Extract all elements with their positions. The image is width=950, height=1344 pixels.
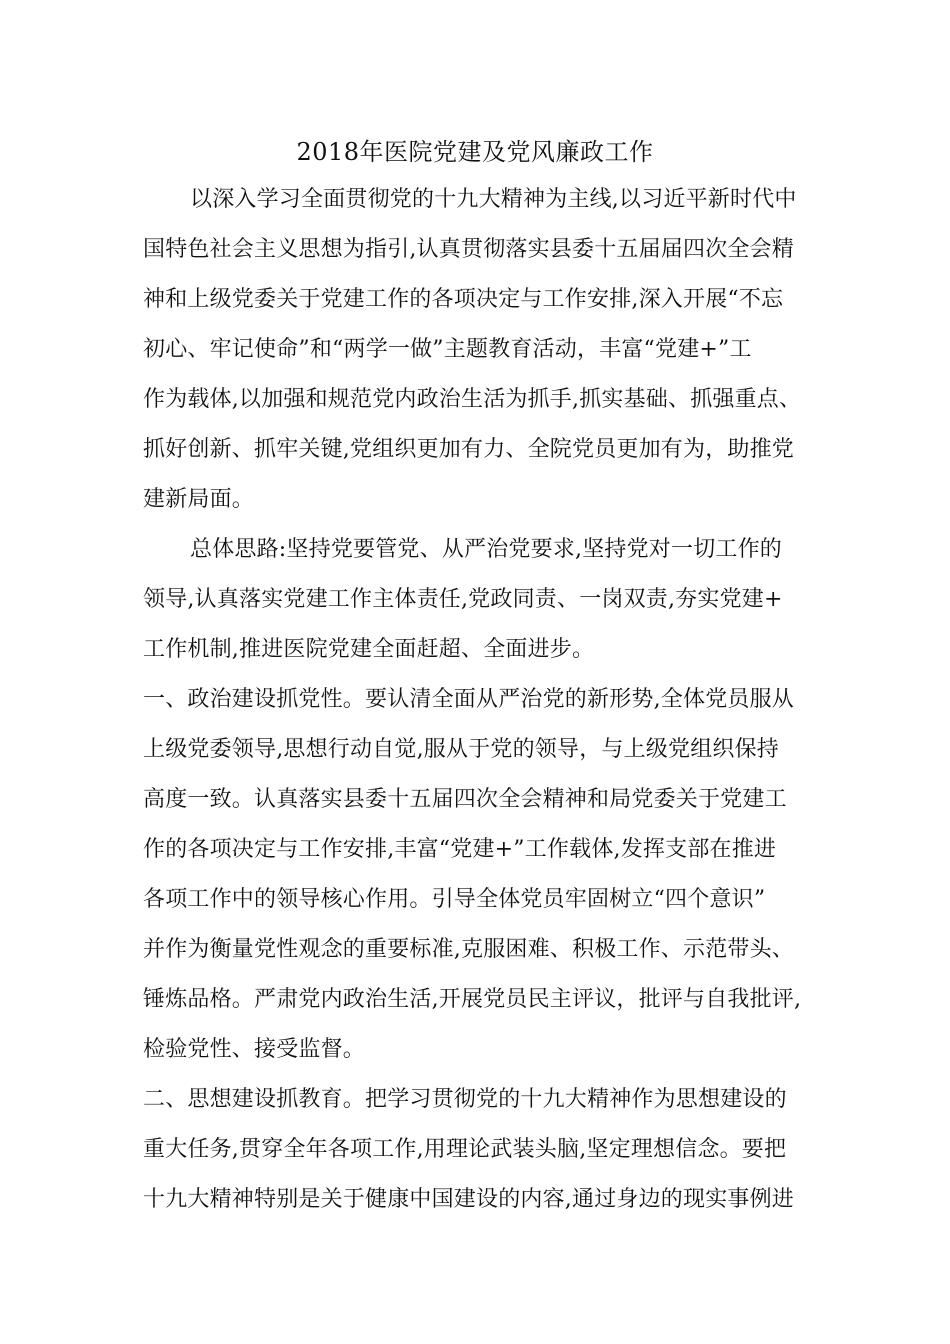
- text-line: 重大任务,贯穿全年各项工作,用理论武装头脑,坚定理想信念。要把: [143, 1137, 787, 1162]
- section-heading-line: 二、思想建设抓教育。把学习贯彻党的十九大精神作为思想建设的: [143, 1087, 787, 1112]
- text-line: 作的各项决定与工作安排,丰富“党建+”工作载体,发挥支部在推进: [143, 837, 777, 862]
- text-line: 工作机制,推进医院党建全面赶超、全面进步。: [143, 637, 595, 662]
- text-line: 十九大精神特别是关于健康中国建设的内容,通过身边的现实事例进: [143, 1187, 794, 1212]
- text-line: 抓好创新、抓牢关键,党组织更加有力、全院党员更加有为，助推党: [143, 437, 794, 462]
- text-line: 锤炼品格。严肃党内政治生活,开展党员民主评议，批评与自我批评,: [143, 987, 802, 1012]
- text-line: 高度一致。认真落实县委十五届四次全会精神和局党委关于党建工: [143, 787, 787, 812]
- text-line: 神和上级党委关于党建工作的各项决定与工作安排,深入开展“不忘: [143, 287, 784, 312]
- text-line: 以深入学习全面贯彻党的十九大精神为主线,以习近平新时代中: [190, 187, 797, 212]
- text-line: 并作为衡量党性观念的重要标准,克服困难、积极工作、示范带头、: [143, 937, 794, 962]
- document-title: 2018年医院党建及党风廉政工作: [296, 138, 654, 166]
- text-line: 上级党委领导,思想行动自觉,服从于党的领导，与上级党组织保持: [143, 737, 779, 762]
- text-line: 检验党性、接受监督。: [143, 1037, 366, 1062]
- text-line: 建新局面。: [143, 487, 255, 512]
- text-line: 各项工作中的领导核心作用。引导全体党员牢固树立“四个意识”: [143, 887, 766, 912]
- text-line: 国特色社会主义思想为指引,认真贯彻落实县委十五届届四次全会精: [143, 237, 794, 262]
- section-heading-line: 一、政治建设抓党性。要认清全面从严治党的新形势,全体党员服从: [143, 687, 794, 712]
- text-line: 领导,认真落实党建工作主体责任,党政同责、一岗双责,夯实党建+: [143, 587, 783, 612]
- text-line: 作为载体,以加强和规范党内政治生活为抓手,抓实基础、抓强重点、: [143, 387, 802, 412]
- text-line: 总体思路:坚持党要管党、从严治党要求,坚持党对一切工作的: [190, 537, 783, 562]
- text-line: 初心、牢记使命”和“两学一做”主题教育活动，丰富“党建+”工: [143, 337, 752, 362]
